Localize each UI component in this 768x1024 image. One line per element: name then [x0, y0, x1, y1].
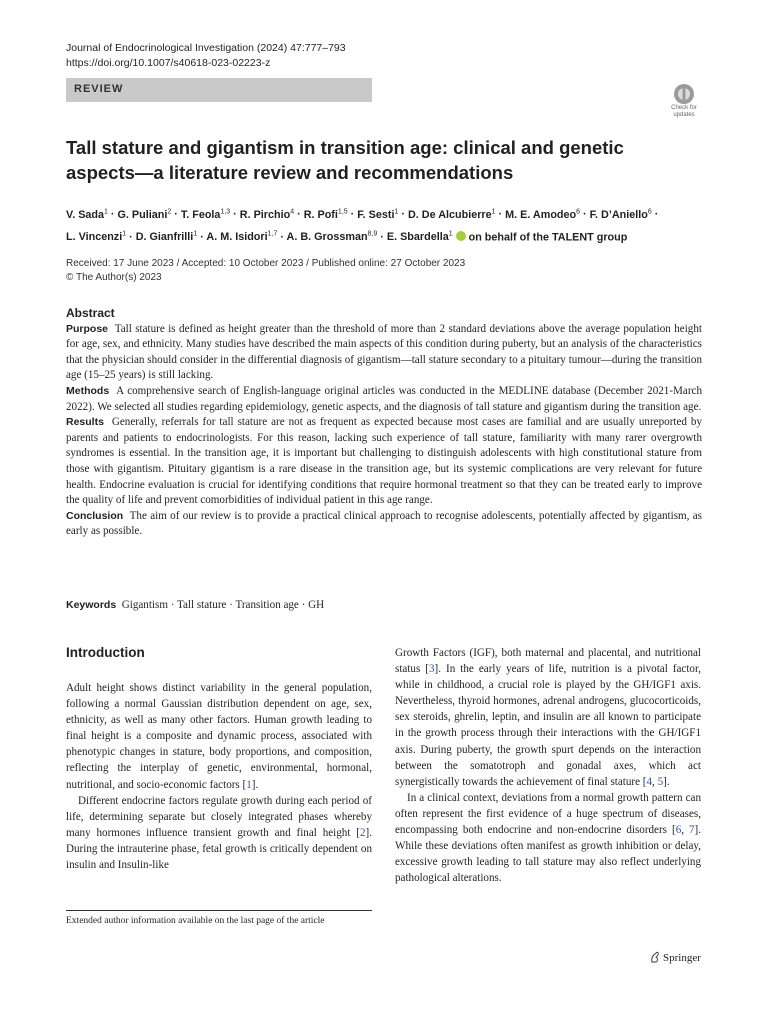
- author[interactable]: E. Sbardella$^1$: [386, 230, 453, 244]
- journal-citation: Journal of Endocrinological Investigation (2024) 47:777–793: [66, 42, 346, 54]
- article-type-label: REVIEW: [74, 83, 124, 95]
- abstract-results: [66, 415, 702, 509]
- author[interactable]: G. Puliani$^2$: [117, 208, 172, 221]
- paragraph: Adult height shows distinct variability in the general population, following a normal Gaussian distribution dependent on age, sex, ethnicity, as well as many other factors. Human growth leading to final height is a composite and dynamic process, associated with phenotypic changes in stature, body proportions, and composition, reflecting the interplay of genetic, environmental, hormonal, nutritional, and socio-economic factors [1].: [66, 682, 372, 791]
- author[interactable]: R. Pirchio$^4$: [239, 208, 295, 221]
- abstract-conclusion: [66, 509, 702, 540]
- author-list: V. Sada$^1$ · G. Puliani$^2$ · T. Feola$^{1,3}$ · R. Pirchio$^4$ · R. Pofi$^{1,5}$ · F. Sesti$^1$ · D. De Alcubierre$^1$ · M. E. Amodeo$^6$ · F. D’Aniello$^6$ · L. Vincenzi$^1$ · D. Gianfrilli$^1$ · A. M. Isidori$^{1,7}$ · A. B. Grossman$^{8,9}$ · E. Sbardella$^1$ on behalf of the TALENT group: [66, 208, 659, 244]
- conclusion-text: The aim of our review is to provide a practical clinical approach to recognise adolescents, potentially affected by gigantism, as early as possible.: [66, 509, 702, 538]
- check-for-updates-badge[interactable]: [666, 83, 702, 123]
- author[interactable]: R. Pofi$^{1,5}$: [303, 208, 348, 221]
- author[interactable]: D. De Alcubierre$^1$: [408, 208, 496, 221]
- citation-link[interactable]: 4: [646, 775, 653, 788]
- publication-history: Received: 17 June 2023 / Accepted: 10 October 2023 / Published online: 27 October 2023: [66, 258, 466, 269]
- doi-link[interactable]: https://doi.org/10.1007/s40618-023-02223-z: [66, 57, 271, 69]
- paragraph: Growth Factors (IGF), both maternal and placental, and nutritional status [3]. In the early years of life, nutrition is a pivotal factor, while in childhood, a crucial role is played by the GH/IGF1 axis. Nevertheless, thyroid hormones, adrenal androgens, glucocorticoids, sex steroids, ghrelin, leptin, and insulin are all known to participate in the growth process through their interactions with the GH/IGF1 axis. During puberty, the growth spurt depends on the interaction between the somatotroph and gonadal axes, which act synergistically towards the achievement of final stature [4, 5].: [395, 647, 701, 788]
- orcid-icon[interactable]: [456, 231, 466, 241]
- abstract-purpose: [66, 322, 702, 384]
- author[interactable]: F. Sesti$^1$: [357, 208, 399, 221]
- methods-label: Methods: [66, 384, 110, 397]
- paragraph: In a clinical context, deviations from a normal growth pattern can often represent the first evidence of a huge spectrum of diseases, encompassing both endocrine and non-endocrine disorders [6, 7]. While these deviations often manifest as growth inhibition or delay, excessive growth leading to tall stature may also reflect underlying pathological alterations.: [395, 791, 702, 885]
- abstract: [66, 306, 702, 540]
- author[interactable]: L. Vincenzi$^1$: [66, 230, 127, 244]
- author[interactable]: D. Gianfrilli$^1$: [135, 230, 198, 244]
- abstract-methods: [66, 384, 702, 415]
- citation-link[interactable]: 7: [689, 824, 695, 837]
- introduction-heading: Introduction: [66, 645, 145, 660]
- citation-link[interactable]: 5: [657, 775, 664, 788]
- footnote-divider: [66, 910, 372, 911]
- author[interactable]: T. Feola$^{1,3}$: [180, 208, 231, 221]
- authors-suffix: on behalf of the TALENT group: [468, 231, 628, 244]
- methods-text: A comprehensive search of English-language original articles was conducted in the MEDLINE database (December 2021-March 2022). We selected all studies regarding epidemiology, genetic aspects, and the diagnosis of tall stature and gigantism during the transition age.: [66, 384, 703, 413]
- author[interactable]: A. M. Isidori$^{1,7}$: [206, 230, 278, 244]
- journal-header: [66, 41, 346, 71]
- publisher-logo: [650, 951, 701, 964]
- results-label: Results: [66, 416, 104, 429]
- citation-link[interactable]: 2: [359, 826, 366, 839]
- right-column: [395, 645, 701, 886]
- conclusion-label: Conclusion: [66, 509, 124, 522]
- citation-link[interactable]: 1: [246, 778, 252, 791]
- check-for-updates-icon: [666, 83, 702, 107]
- springer-horse-icon: [650, 951, 660, 963]
- abstract-heading: Abstract: [66, 306, 115, 320]
- keywords: [66, 599, 324, 611]
- purpose-label: Purpose: [66, 322, 109, 335]
- copyright: © The Author(s) 2023: [66, 272, 162, 283]
- citation-link[interactable]: 6: [675, 824, 682, 837]
- author[interactable]: A. B. Grossman$^{8,9}$: [286, 230, 378, 244]
- article-dates: [66, 257, 465, 285]
- author[interactable]: M. E. Amodeo$^6$: [505, 208, 581, 221]
- keywords-label: Keywords: [66, 599, 117, 611]
- article-title: Tall stature and gigantism in transition age: clinical and genetic aspects—a literature review and recommendations: [66, 137, 624, 183]
- keywords-text: Gigantism · Tall stature · Transition age · GH: [121, 599, 325, 611]
- check-badge-line1: Check for: [671, 105, 697, 111]
- paragraph: Different endocrine factors regulate growth during each period of life, determining separate but closely integrated phases whereby many hormones influence transient growth and final height [2]. During the intrauterine phase, fetal growth is critically dependent on insulin and Insulin-like: [66, 794, 372, 872]
- results-text: Generally, referrals for tall stature are not as frequent as expected because most cases are familial and are usually unreported by parents and patients to endocrinologists. For this reason, lacking such experience of tall stature, familiarity with many rarer overgrowth syndromes is essential. In the transition age, it is important but challenging to distinguish adolescents with high constitutional stature from those with gigantism. Pituitary gigantism is a rare disease in the transition age, but its systemic complications are very relevant for future health. Endocrine evaluation is crucial for identifying conditions that require hormonal treatment so that they can be treated early to improve the quality of life and prevent comorbidities of individual patient in this age range.: [66, 416, 702, 507]
- footnote: Extended author information available on the last page of the article: [66, 916, 325, 926]
- check-badge-line2: updates: [673, 112, 695, 118]
- article-type-bar: [66, 78, 372, 102]
- author[interactable]: V. Sada$^1$: [66, 208, 108, 221]
- purpose-text: Tall stature is defined as height greater than the threshold of more than 2 standard deviations above the average population height for age, sex, and ethnicity. Many studies have described the main aspects of this condition during puberty, but an analysis of the characteristics that the physician should consider in the differential diagnosis of gigantism—tall stature secondary to a pituitary tumour—during the transition age (15–25 years) is still lacking.: [66, 322, 702, 382]
- author[interactable]: F. D’Aniello$^6$: [589, 208, 652, 221]
- left-column: [66, 680, 372, 873]
- publisher-name: Springer: [663, 952, 701, 964]
- citation-link[interactable]: 3: [429, 663, 435, 676]
